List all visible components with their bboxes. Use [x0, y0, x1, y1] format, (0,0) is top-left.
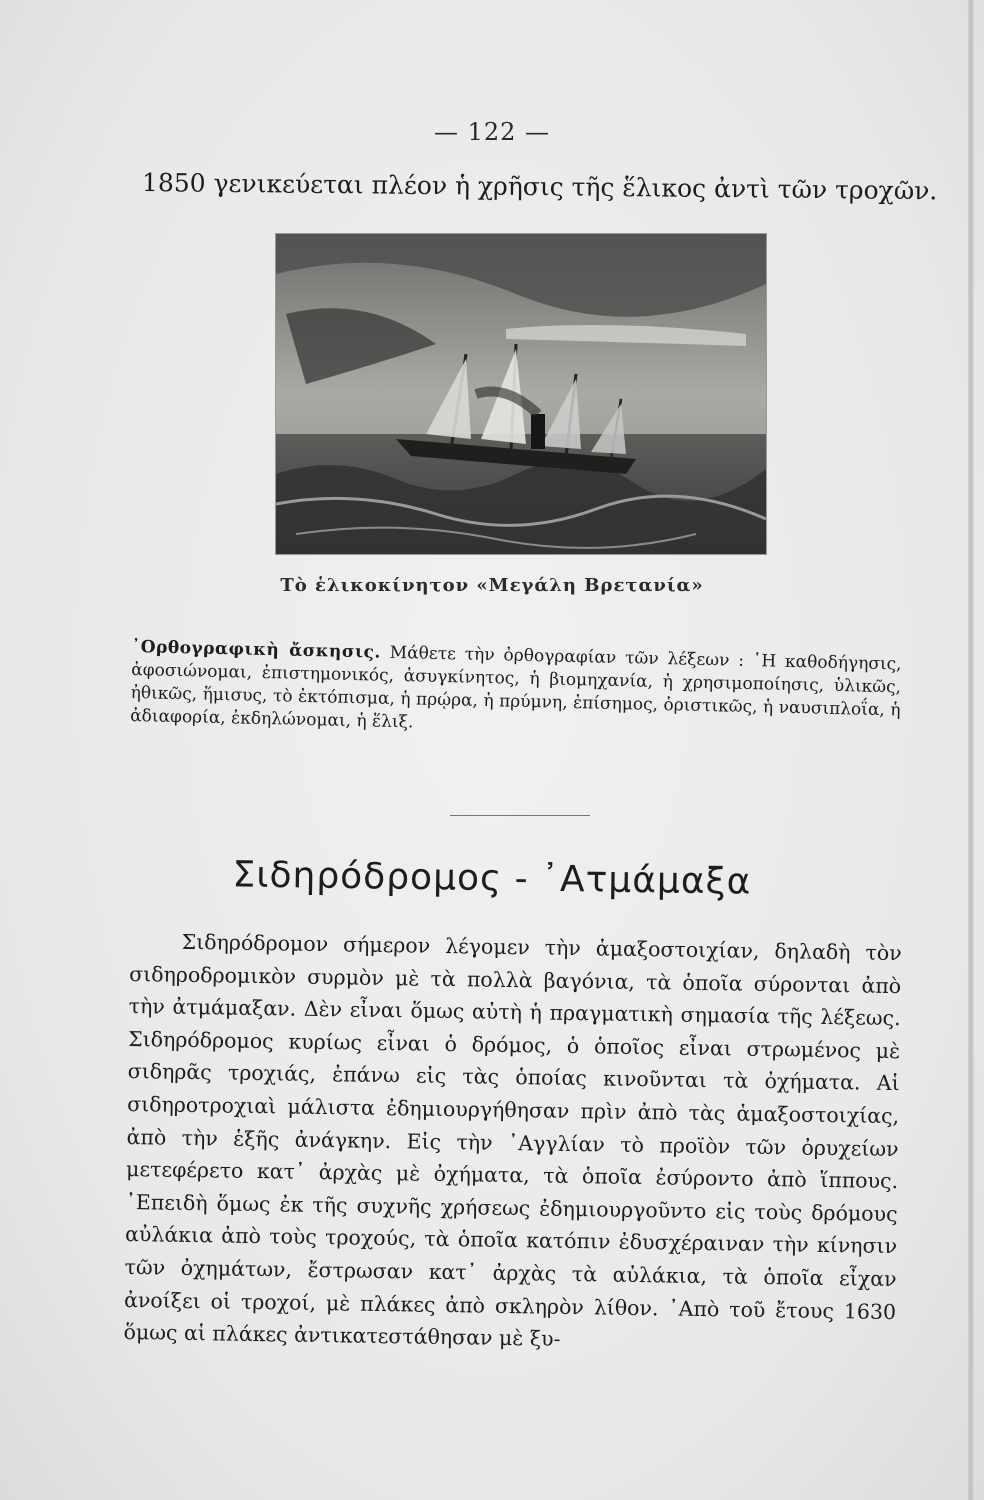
exercise-title: ᾿Ορθογραφικὴ ἄσκησις. [131, 636, 382, 663]
spelling-exercise [130, 636, 902, 745]
exercise-text: Μάθετε τὴν ὀρθογραφίαν τῶν λέξεων : ῾Η καθοδήγησις, ἀφοσιώνομαι, ἐπιστημονικός, ἀσυγκίνητος, ἡ βιομηχανία, ἡ χρησιμοποίησις, ὑλικῶς, ἠθικῶς, ἥμισυς, τὸ ἐκτόπισμα, ἡ πρῴρα, ἡ πρύμνη, ἐπίσημος, ὁριστικῶς, ἡ ναυσιπλοΐα, ἡ ἀδιαφορία, ἐκδηλώνομαι, ἡ ἕλιξ. [129, 642, 902, 733]
steamship-illustration-icon [276, 234, 766, 554]
steamship-photo [275, 233, 767, 555]
page-number: — 122 — [433, 118, 551, 146]
body-paragraph: Σιδηρόδρομον σήμερον λέγομεν τὴν ἁμαξοστοιχίαν, δηλαδὴ τὸν σιδηροδρομικὸν συρμὸν μὲ τὰ πολλὰ βαγόνια, τὰ ὁποῖα σύρονται ἀπὸ τὴν ἀτμάμαξαν. Δὲν εἶναι ὅμως αὐτὴ ἡ πραγματικὴ σημασία τῆς λέξεως. Σιδηρόδρομος κυρίως εἶναι ὁ δρόμος, ὁ ὁποῖος εἶναι στρωμένος μὲ σιδηρᾶς τροχιάς, ἐπάνω εἰς τὰς ὁποίας κινοῦνται τὰ ὀχήματα. Αἱ σιδηροτροχιαὶ μάλιστα ἐδημιουργήθησαν πρὶν ἀπὸ τὰς ἁμαξοστοιχίας, ἀπὸ τὴν ἑξῆς ἀνάγκην. Εἰς τὴν ᾿Αγγλίαν τὸ προϊὸν τῶν ὀρυχείων μετεφέρετο κατ᾿ ἀρχὰς μὲ ὀχήματα, τὰ ὁποῖα ἐσύροντο ἀπὸ ἵππους. ᾿Επειδὴ ὅμως ἐκ τῆς συχνῆς χρήσεως ἐδημιουργοῦντο εἰς τοὺς δρόμους αὐλάκια ἀπὸ τοὺς τροχούς, τὰ ὁποῖα κατόπιν ἐδυσχέραιναν τὴν κίνησιν τῶν ὀχημάτων, ἔστρωσαν κατ᾿ ἀρχὰς τὰ αὐλάκια, τὰ ὁποῖα εἶχαν ἀνοίξει οἱ τροχοί, μὲ πλάκες ἀπὸ σκληρὸν λίθον. ᾿Απὸ τοῦ ἔτους 1630 ὅμως αἱ πλάκες ἀντικατεστάθησαν μὲ ξυ- [123, 929, 902, 1351]
body-text [123, 925, 902, 1361]
page-edge-shadow [968, 0, 974, 1500]
continuation-line: 1850 γενικεύεται πλέον ἡ χρῆσις τῆς ἕλικος ἀντὶ τῶν τροχῶν. [141, 168, 938, 206]
photo-caption: Τὸ ἑλικοκίνητον «Μεγάλη Βρετανία» [280, 575, 704, 596]
section-title: Σιδηρόδρομος - ᾿Ατμάμαξα [232, 854, 752, 903]
section-divider [450, 815, 590, 816]
